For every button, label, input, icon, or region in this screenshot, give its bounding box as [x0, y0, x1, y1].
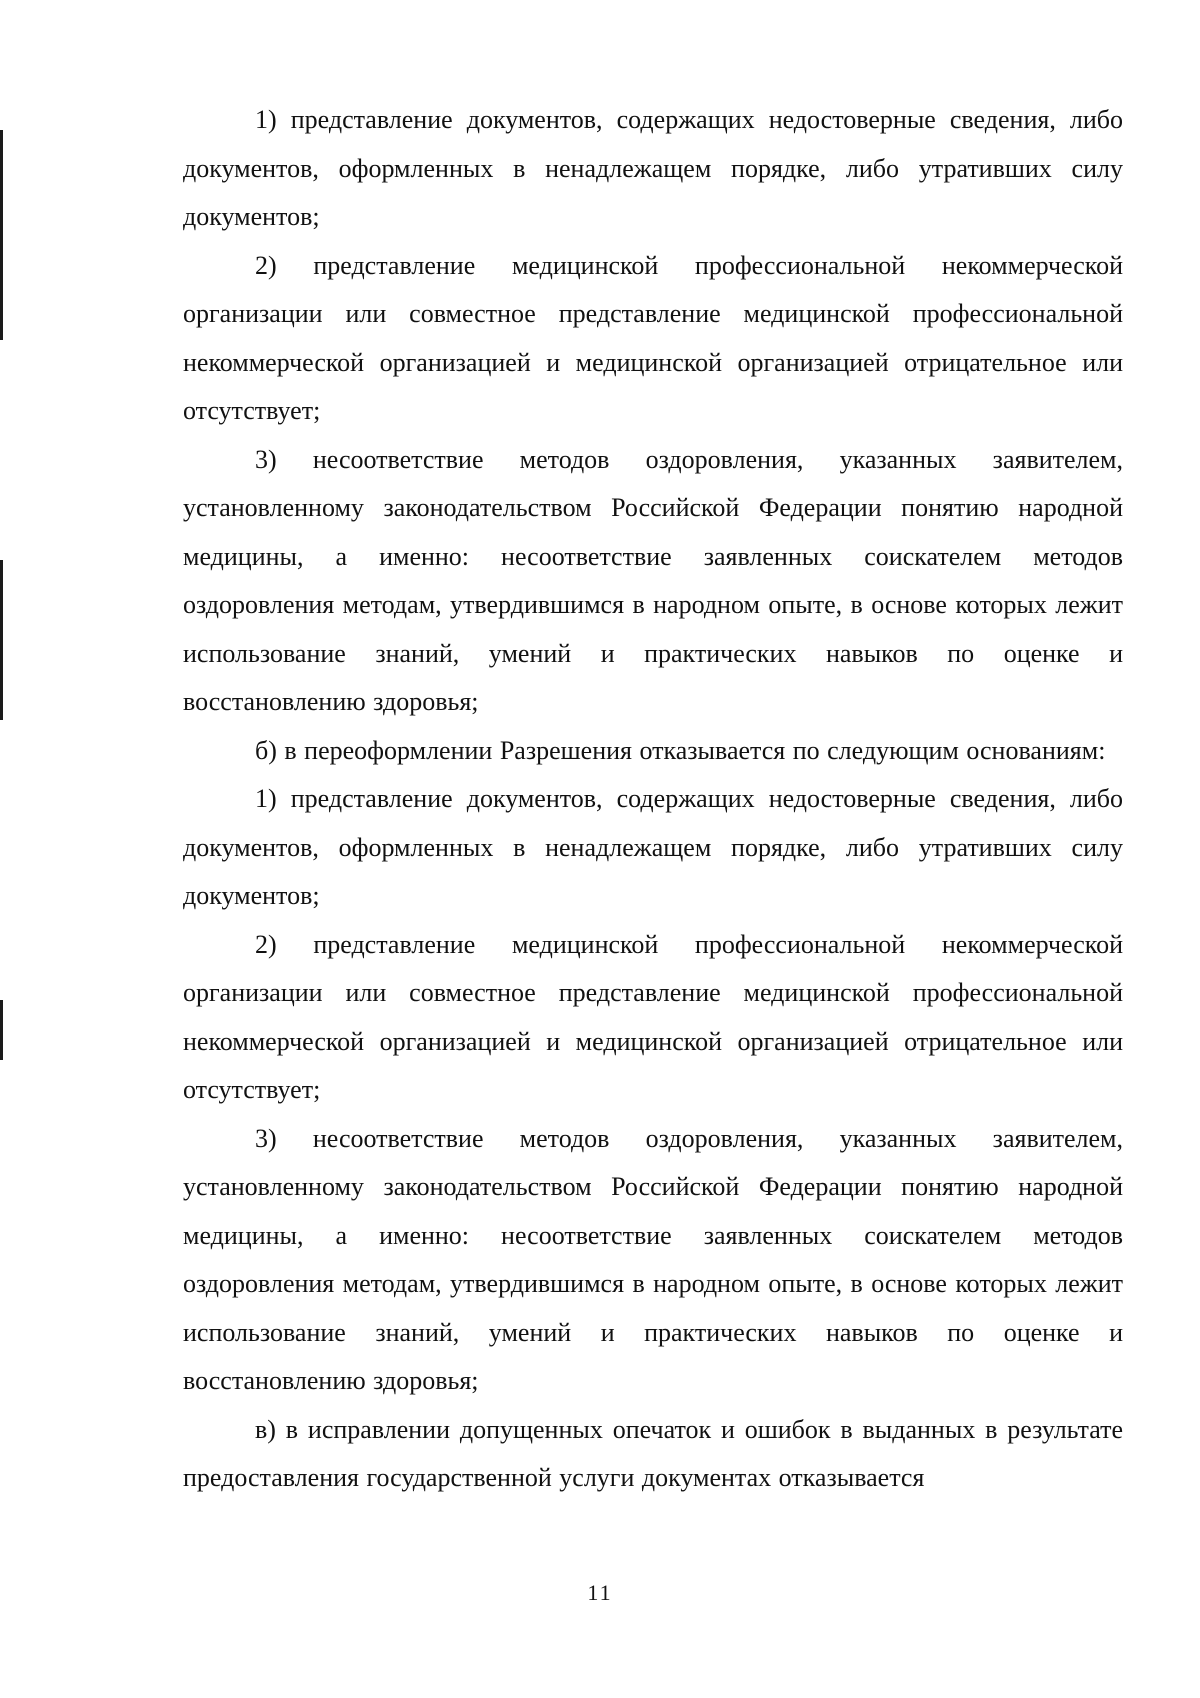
- paragraph-item-1: 1) представление документов, содержащих недостоверные сведения, либо документов, оформленных в ненадлежащем порядке, либо утративших силу документов;: [183, 784, 1123, 910]
- document-body: [183, 96, 1123, 1503]
- scan-edge-mark: [0, 1000, 3, 1060]
- paragraph-subsection-v: в) в исправлении допущенных опечаток и ошибок в выданных в результате предоставления государственной услуги документах отказывается: [183, 1414, 1123, 1492]
- paragraph-item-3: 3) несоответствие методов оздоровления, указанных заявителем, установленному законодательством Российской Федерации понятию народной медицины, а именно: несоответствие заявленных соискателем методов оздоровления методам, утвердившимся в народном опыте, в основе которых лежит использование знаний, умений и практических навыков по оценке и восстановлению здоровья;: [183, 1123, 1123, 1395]
- page-number: 11: [587, 1580, 613, 1605]
- scan-edge-mark: [0, 560, 3, 720]
- paragraph-item-2: 2) представление медицинской профессиональной некоммерческой организации или совместное представление медицинской профессиональной некоммерческой организацией и медицинской организацией отрицательное или отсутствует;: [183, 929, 1123, 1104]
- scan-edge-mark: [0, 130, 3, 340]
- paragraph-item-3: 3) несоответствие методов оздоровления, указанных заявителем, установленному законодательством Российской Федерации понятию народной медицины, а именно: несоответствие заявленных соискателем методов оздоровления методам, утвердившимся в народном опыте, в основе которых лежит использование знаний, умений и практических навыков по оценке и восстановлению здоровья;: [183, 444, 1123, 716]
- paragraph-item-1: 1) представление документов, содержащих недостоверные сведения, либо документов, оформленных в ненадлежащем порядке, либо утративших силу документов;: [183, 105, 1123, 231]
- paragraph-subsection-b: б) в переоформлении Разрешения отказывается по следующим основаниям:: [255, 735, 1106, 765]
- paragraph-item-2: 2) представление медицинской профессиональной некоммерческой организации или совместное представление медицинской профессиональной некоммерческой организацией и медицинской организацией отрицательное или отсутствует;: [183, 250, 1123, 425]
